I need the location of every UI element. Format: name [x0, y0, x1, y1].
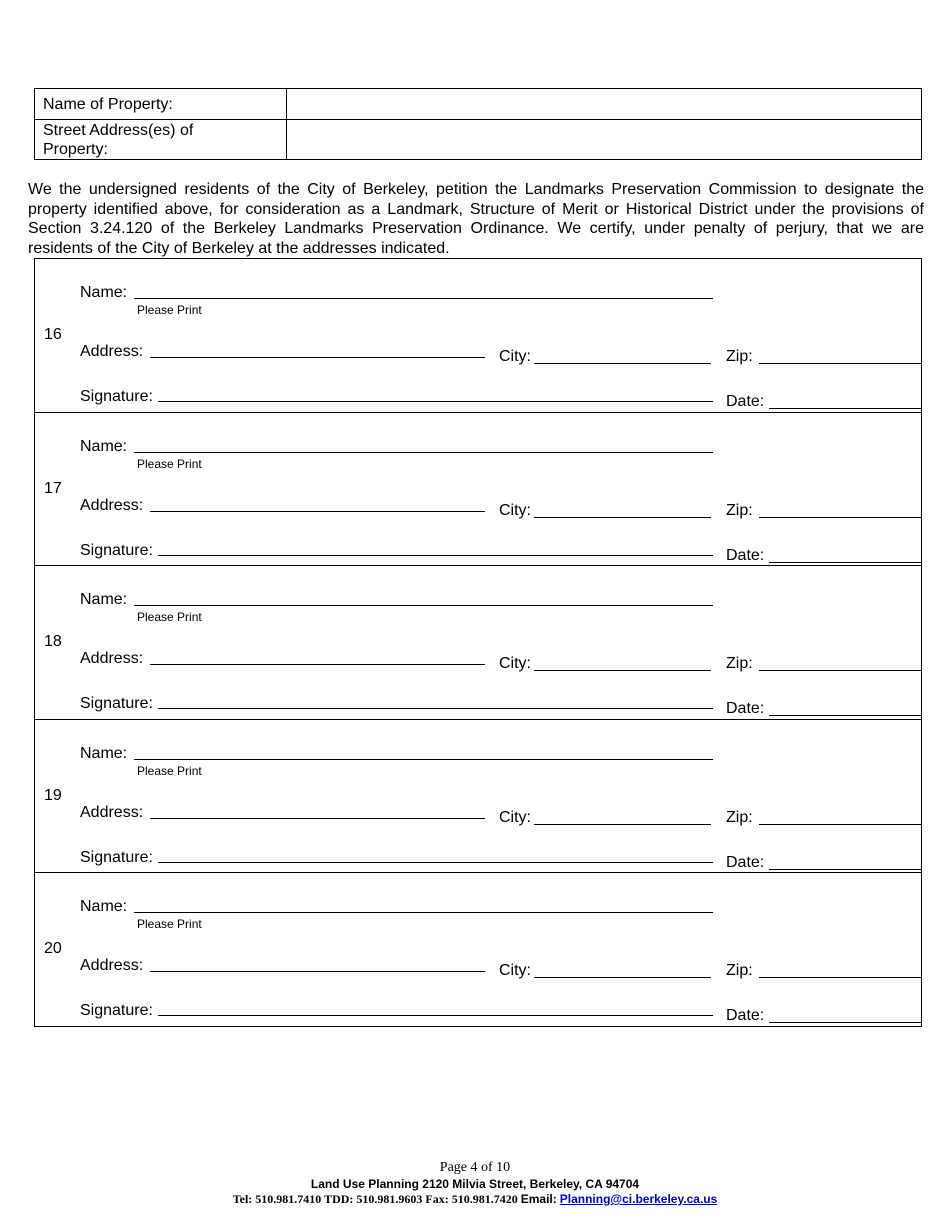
petition-statement: We the undersigned residents of the City of Berkeley, petition the Landmarks Preservation Commission to designate the property identified above, for consideration as a Landmark, Structure of Merit or Historical District under the provisions of Section 3.24.120 of the Berkeley Landmarks Preservation Ordinance. We certify, under penalty of perjury, that we are residents of the City of Berkeley at the addresses indicated.	[28, 181, 924, 257]
date-label: Date:	[726, 547, 765, 564]
entry-number: 18	[44, 633, 62, 650]
signature-label: Signature:	[80, 849, 153, 866]
city-label: City:	[499, 348, 531, 365]
signature-label: Signature:	[80, 542, 153, 559]
city-label: City:	[499, 809, 531, 826]
city-label: City:	[499, 962, 531, 979]
signature-entry	[35, 872, 921, 1026]
city-field[interactable]	[534, 363, 711, 364]
zip-label: Zip:	[726, 502, 753, 519]
name-label: Name:	[80, 438, 128, 455]
property-address-label: Street Address(es) of Property:	[43, 122, 194, 158]
name-label: Name:	[80, 284, 128, 301]
name-label: Name:	[80, 745, 128, 762]
name-field[interactable]	[134, 452, 713, 453]
address-label: Address:	[80, 804, 144, 821]
signature-field[interactable]	[158, 1015, 713, 1016]
please-print-note: Please Print	[137, 303, 202, 317]
date-field[interactable]	[769, 408, 921, 409]
signature-label: Signature:	[80, 695, 153, 712]
date-label: Date:	[726, 854, 765, 871]
signature-field[interactable]	[158, 401, 713, 402]
signature-field[interactable]	[158, 555, 713, 556]
name-field[interactable]	[134, 298, 713, 299]
name-field[interactable]	[134, 912, 713, 913]
zip-label: Zip:	[726, 655, 753, 672]
city-field[interactable]	[534, 670, 711, 671]
page-number: Page 4 of 10	[439, 1160, 511, 1175]
email-link[interactable]: Planning@ci.berkeley.ca.us	[559, 1192, 718, 1206]
date-label: Date:	[726, 700, 765, 717]
zip-field[interactable]	[759, 670, 921, 671]
signature-entry	[35, 565, 921, 719]
address-label: Address:	[80, 650, 144, 667]
date-field[interactable]	[769, 1022, 921, 1023]
city-field[interactable]	[534, 824, 711, 825]
date-field[interactable]	[769, 869, 921, 870]
zip-field[interactable]	[759, 517, 921, 518]
property-address-field[interactable]	[295, 124, 915, 146]
property-name-field[interactable]	[295, 93, 915, 115]
name-label: Name:	[80, 898, 128, 915]
signature-field[interactable]	[158, 862, 713, 863]
signature-entry	[35, 719, 921, 873]
name-label: Name:	[80, 591, 128, 608]
signature-label: Signature:	[80, 1002, 153, 1019]
signature-field[interactable]	[158, 708, 713, 709]
signature-entry	[35, 412, 921, 566]
signature-entries	[34, 258, 922, 1027]
please-print-note: Please Print	[137, 610, 202, 624]
name-field[interactable]	[134, 759, 713, 760]
city-label: City:	[499, 502, 531, 519]
signature-entry	[35, 259, 921, 413]
table-divider	[286, 89, 287, 119]
address-field[interactable]	[150, 818, 485, 819]
zip-label: Zip:	[726, 348, 753, 365]
address-field[interactable]	[150, 511, 485, 512]
property-table	[34, 88, 922, 160]
zip-label: Zip:	[726, 962, 753, 979]
entry-number: 20	[44, 940, 62, 957]
name-field[interactable]	[134, 605, 713, 606]
email-label: Email:	[520, 1192, 557, 1206]
entry-number: 17	[44, 480, 62, 497]
date-label: Date:	[726, 1007, 765, 1024]
contact-numbers: Tel: 510.981.7410 TDD: 510.981.9603 Fax: 510.981.7420	[232, 1192, 518, 1206]
zip-field[interactable]	[759, 363, 921, 364]
zip-field[interactable]	[759, 824, 921, 825]
contact-line	[0, 1192, 950, 1207]
please-print-note: Please Print	[137, 457, 202, 471]
entry-number: 19	[44, 787, 62, 804]
address-label: Address:	[80, 343, 144, 360]
address-label: Address:	[80, 957, 144, 974]
date-field[interactable]	[769, 562, 921, 563]
city-field[interactable]	[534, 517, 711, 518]
signature-label: Signature:	[80, 388, 153, 405]
date-field[interactable]	[769, 715, 921, 716]
please-print-note: Please Print	[137, 917, 202, 931]
address-field[interactable]	[150, 357, 485, 358]
please-print-note: Please Print	[137, 764, 202, 778]
date-label: Date:	[726, 393, 765, 410]
city-label: City:	[499, 655, 531, 672]
table-divider	[286, 120, 287, 159]
city-field[interactable]	[534, 977, 711, 978]
zip-field[interactable]	[759, 977, 921, 978]
property-name-label: Name of Property:	[43, 96, 173, 113]
address-label: Address:	[80, 497, 144, 514]
zip-label: Zip:	[726, 809, 753, 826]
property-address-row	[35, 120, 921, 159]
office-address: Land Use Planning 2120 Milvia Street, Berkeley, CA 94704	[310, 1177, 640, 1191]
address-field[interactable]	[150, 664, 485, 665]
entry-number: 16	[44, 326, 62, 343]
address-field[interactable]	[150, 971, 485, 972]
property-name-row	[35, 89, 921, 120]
